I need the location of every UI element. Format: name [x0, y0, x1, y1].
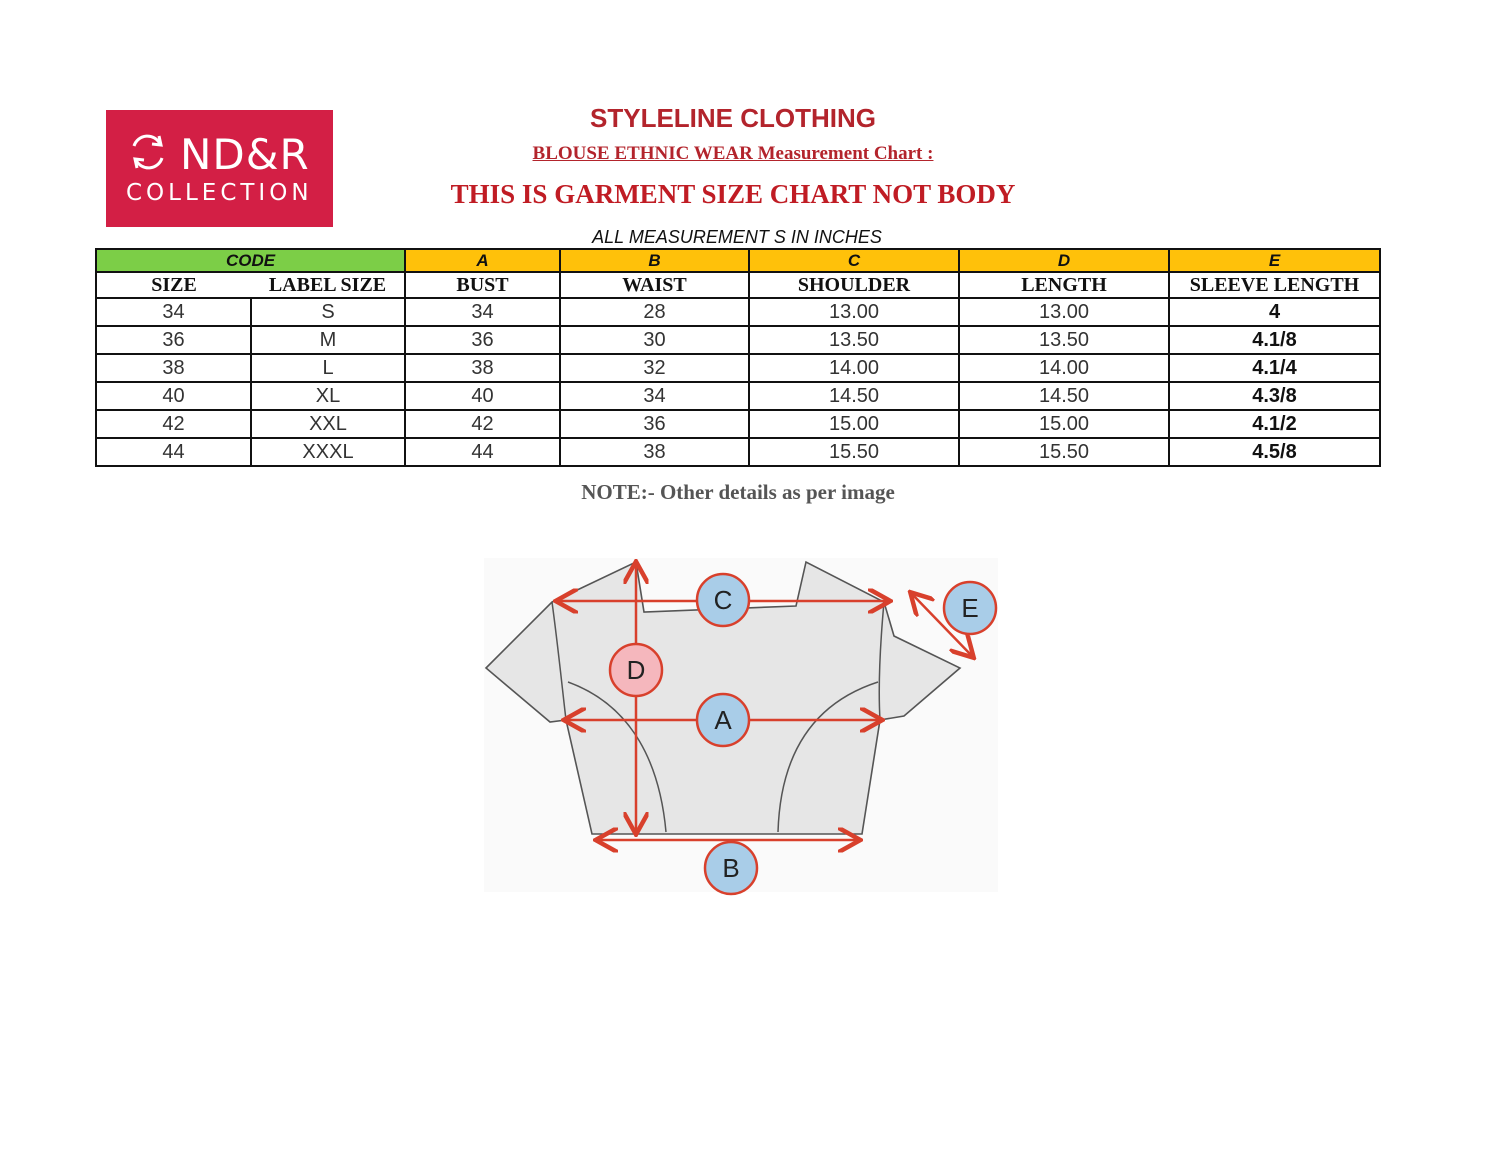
column-header: SHOULDER [749, 272, 959, 298]
column-header: LABEL SIZE [251, 272, 405, 298]
table-cell: S [251, 298, 405, 326]
table-cell: 34 [96, 298, 251, 326]
table-row [96, 438, 1380, 466]
code-cell: CODE [96, 249, 405, 272]
badge-d [610, 644, 662, 696]
table-row [96, 354, 1380, 382]
table-cell: 14.50 [749, 382, 959, 410]
code-cell: E [1169, 249, 1380, 272]
table-cell: 13.00 [959, 298, 1169, 326]
table-cell: 15.50 [749, 438, 959, 466]
table-cell: 36 [560, 410, 749, 438]
garment-warning: THIS IS GARMENT SIZE CHART NOT BODY [450, 179, 1016, 209]
svg-text:B: B [722, 853, 740, 883]
table-cell: 42 [96, 410, 251, 438]
column-header: BUST [405, 272, 560, 298]
table-cell: M [251, 326, 405, 354]
badge-c [697, 574, 749, 626]
logo-subtitle: COLLECTION [126, 180, 313, 206]
table-row [96, 382, 1380, 410]
table-cell: 28 [560, 298, 749, 326]
column-header: SIZE [96, 272, 251, 298]
badge-b [705, 842, 757, 894]
logo-brand-text: ND&R [180, 130, 310, 179]
svg-text:D: D [626, 655, 646, 685]
table-cell: 4.5/8 [1169, 438, 1380, 466]
blouse-measurement-diagram [484, 556, 1004, 896]
table-cell: 34 [405, 298, 560, 326]
table-cell: 14.00 [749, 354, 959, 382]
table-cell: 4.1/8 [1169, 326, 1380, 354]
code-cell: C [749, 249, 959, 272]
table-cell: 40 [96, 382, 251, 410]
table-cell: 4.1/4 [1169, 354, 1380, 382]
table-cell: 13.50 [749, 326, 959, 354]
table-cell: 4.1/2 [1169, 410, 1380, 438]
table-cell: 15.50 [959, 438, 1169, 466]
table-row [96, 298, 1380, 326]
code-cell: D [959, 249, 1169, 272]
table-body [96, 298, 1380, 466]
footnote: NOTE:- Other details as per image [581, 480, 895, 504]
badge-e [944, 582, 996, 634]
table-cell: 36 [96, 326, 251, 354]
units-note: ALL MEASUREMENT S IN INCHES [592, 227, 882, 247]
table-cell: XL [251, 382, 405, 410]
table-cell: 4 [1169, 298, 1380, 326]
badge-a [697, 694, 749, 746]
svg-text:A: A [714, 705, 732, 735]
table-cell: 15.00 [749, 410, 959, 438]
table-cell: 38 [405, 354, 560, 382]
table-row [96, 326, 1380, 354]
table-cell: 40 [405, 382, 560, 410]
table-cell: 44 [405, 438, 560, 466]
size-chart-table [95, 248, 1381, 467]
column-header: WAIST [560, 272, 749, 298]
table-cell: 34 [560, 382, 749, 410]
code-cell: A [405, 249, 560, 272]
table-cell: 36 [405, 326, 560, 354]
code-row [96, 249, 1380, 272]
table-cell: 42 [405, 410, 560, 438]
table-cell: 4.3/8 [1169, 382, 1380, 410]
company-title: STYLELINE CLOTHING [590, 103, 876, 133]
svg-text:E: E [961, 593, 979, 623]
table-cell: 13.50 [959, 326, 1169, 354]
table-cell: 30 [560, 326, 749, 354]
table-cell: XXL [251, 410, 405, 438]
table-row [96, 410, 1380, 438]
table-cell: 32 [560, 354, 749, 382]
header-row [96, 272, 1380, 298]
table-cell: 44 [96, 438, 251, 466]
table-cell: 15.00 [959, 410, 1169, 438]
table-cell: 14.50 [959, 382, 1169, 410]
table-cell: L [251, 354, 405, 382]
svg-text:C: C [713, 585, 733, 615]
table-cell: 38 [96, 354, 251, 382]
chart-subtitle: BLOUSE ETHNIC WEAR Measurement Chart : [532, 143, 934, 164]
table-cell: 38 [560, 438, 749, 466]
table-cell: 14.00 [959, 354, 1169, 382]
code-cell: B [560, 249, 749, 272]
table-cell: XXXL [251, 438, 405, 466]
column-header: LENGTH [959, 272, 1169, 298]
table-cell: 13.00 [749, 298, 959, 326]
column-header: SLEEVE LENGTH [1169, 272, 1380, 298]
